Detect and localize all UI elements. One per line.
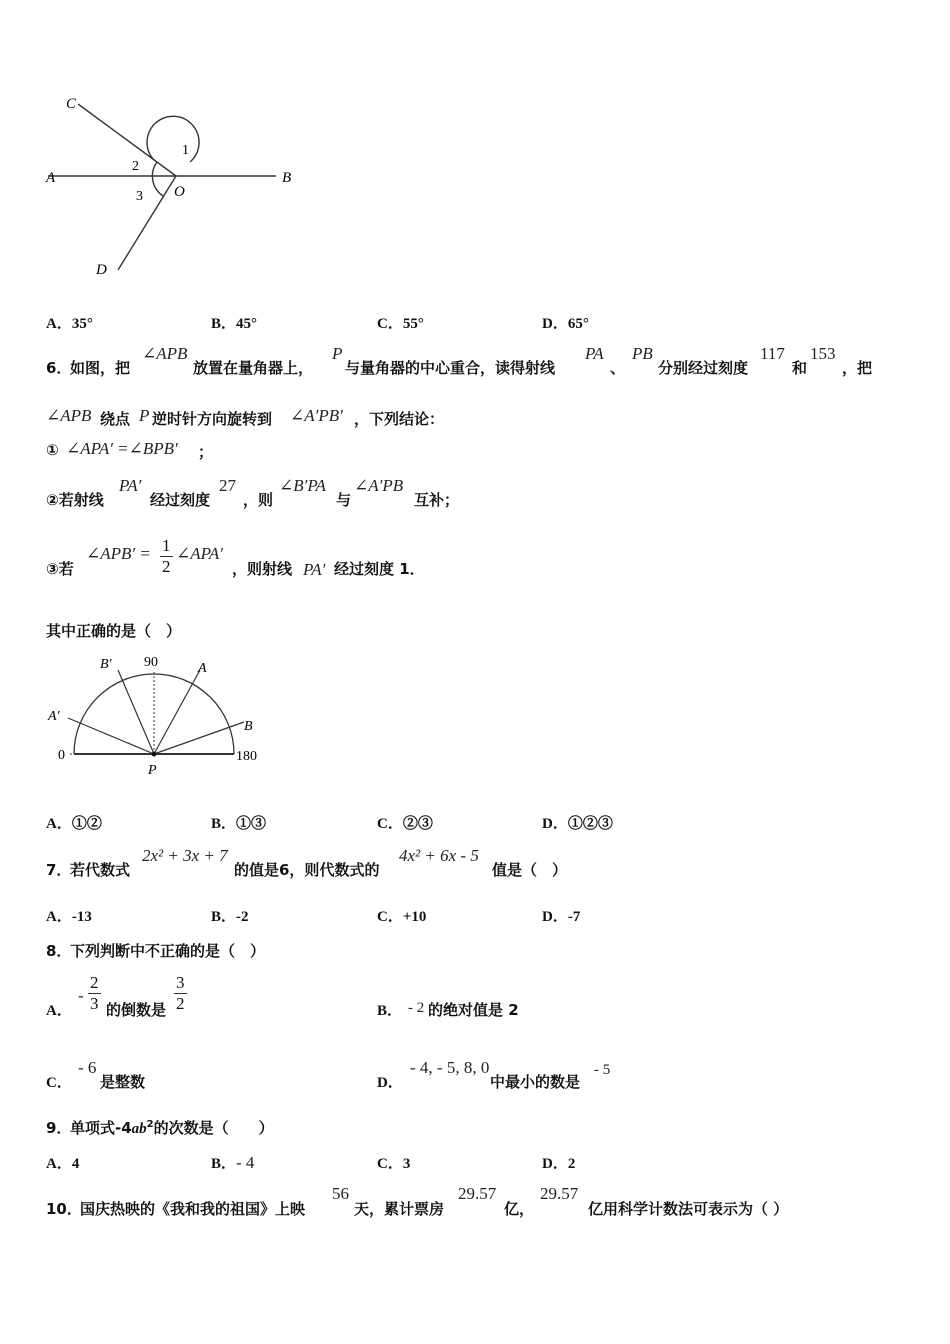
q6-option-c[interactable]: C．②③ (377, 816, 433, 832)
q6-value-117: 117 (760, 344, 785, 363)
q8-option-d-text: 中最小的数是 (490, 1073, 581, 1091)
statement-2-text-3: ，则 (243, 491, 274, 509)
label-b-right: B (244, 719, 253, 734)
q7-text-1: 若代数式 (70, 861, 131, 879)
angle-figure-q5 (40, 90, 310, 290)
q5-option-d[interactable]: D．65° (542, 316, 589, 332)
angle-arc-1 (147, 116, 199, 162)
q8-option-a-letter[interactable]: A． (46, 1003, 72, 1019)
q10-text-4: 亿用科学计数法可表示为（ ） (588, 1200, 789, 1218)
label-1: 1 (182, 143, 189, 158)
statement-3-text-3: 经过刻度 1． (334, 560, 425, 578)
statement-3-fraction-half: $\frac{1}{2}$ (162, 536, 171, 576)
q6-option-d[interactable]: D．①②③ (542, 816, 613, 832)
q6-text-1: 如图，把 (70, 359, 131, 377)
label-0: 0 (58, 748, 65, 763)
q8-number: 8． (46, 942, 72, 960)
q8-stem: 下列判断中不正确的是（ ） (70, 942, 266, 960)
q8-option-d-result: - 5 (594, 1062, 611, 1078)
label-b-prime: B′ (100, 657, 112, 672)
label-3: 3 (136, 189, 143, 204)
center-point-p (152, 752, 157, 757)
q9-option-a[interactable]: A．4 (46, 1156, 80, 1172)
q6-value-153: 153 (810, 344, 836, 363)
q8-option-a-fraction-1: $\frac{2}{3}$ (90, 973, 99, 1013)
q6-option-a[interactable]: A．①② (46, 816, 102, 832)
q6-ray-pa: PA (585, 344, 604, 363)
q7-option-a[interactable]: A．-13 (46, 909, 92, 925)
q6-angle-apb: ∠APB (142, 344, 188, 363)
q6-text-5: ，把 (842, 359, 873, 377)
q8-option-c-letter[interactable]: C． (46, 1075, 72, 1091)
statement-1-expression: ∠APA′ =∠BPB′ (66, 439, 178, 458)
label-2: 2 (132, 159, 139, 174)
q8-option-b-text: 的绝对值是 2 (428, 1001, 519, 1019)
q8-option-c-text: 是整数 (100, 1073, 146, 1091)
q10-value-56: 56 (332, 1184, 349, 1203)
statement-2-angle-apb: ∠A′PB (354, 476, 404, 495)
q8-option-d-values: - 4, - 5, 8, 0 (410, 1058, 490, 1077)
statement-2-value-27: 27 (219, 476, 236, 495)
q6-ray-pb: PB (632, 344, 653, 363)
q8-option-b-letter[interactable]: B． (377, 1003, 403, 1019)
q10-value-2957-a: 29.57 (458, 1184, 497, 1203)
label-o: O (174, 184, 185, 200)
q6-line2-point-p: P (139, 406, 150, 425)
q7-option-b[interactable]: B．-2 (211, 909, 249, 925)
q10-text-1: 国庆热映的《我和我的祖国》上映 (80, 1200, 306, 1218)
q5-option-b[interactable]: B．45° (211, 316, 258, 332)
q7-option-c[interactable]: C．+10 (377, 909, 427, 925)
q6-angle-apb-2: ∠APB (46, 406, 92, 425)
q9-option-c[interactable]: C．3 (377, 1156, 411, 1172)
q6-point-p: P (332, 344, 343, 363)
q5-option-c[interactable]: C．55° (377, 316, 424, 332)
statement-3-rhs: ∠APA′ (176, 544, 223, 563)
q9-option-b[interactable]: B．- 4 (211, 1153, 255, 1172)
q6-question: 其中正确的是（ ） (46, 622, 182, 640)
statement-2-text-4: 与 (336, 491, 352, 509)
q6-separator: 、 (610, 359, 626, 377)
statement-3-text-1: ③若 (46, 560, 74, 578)
q8-option-c-value: - 6 (78, 1058, 97, 1077)
statement-1-mark: ① (46, 441, 59, 459)
protractor-figure (40, 650, 280, 780)
q10-text-3: 亿， (504, 1200, 535, 1218)
statement-2-text-2: 经过刻度 (150, 491, 211, 509)
q6-number: 6． (46, 359, 72, 377)
q6-angle-apb-prime: ∠A′PB′ (290, 406, 343, 425)
ray-pb (154, 722, 244, 754)
label-180: 180 (236, 749, 257, 764)
statement-3-ray-pa-prime: PA′ (303, 560, 326, 579)
q6-option-b[interactable]: B．①③ (211, 816, 267, 832)
label-p: P (148, 763, 157, 778)
label-b: B (282, 170, 292, 186)
label-c: C (66, 96, 77, 112)
statement-2-text-1: ②若射线 (46, 491, 104, 509)
q6-text-2: 放置在量角器上， (193, 359, 314, 377)
q8-option-a-fraction-2: $\frac{3}{2}$ (176, 973, 185, 1013)
q7-expression-2: 4x² + 6x - 5 (399, 846, 479, 865)
q5-option-a[interactable]: A．35° (46, 316, 93, 332)
q7-text-2: 的值是6，则代数式的 (234, 861, 380, 879)
q9-option-d[interactable]: D．2 (542, 1156, 576, 1172)
q7-number: 7． (46, 861, 72, 879)
label-90: 90 (144, 655, 158, 670)
q6-line2-text-2: 逆时针方向旋转到 (152, 410, 273, 428)
label-d: D (96, 262, 107, 278)
q6-line2-text-1: 绕点 (100, 410, 131, 428)
q8-option-b-value: - 2 (408, 1000, 425, 1016)
q6-line2-text-3: ，下列结论： (354, 410, 445, 428)
q7-expression-1: 2x² + 3x + 7 (142, 846, 228, 865)
q9-stem: 单项式$-4ab^2$的次数是（ ） (70, 1119, 274, 1137)
ray-oc (78, 104, 176, 176)
q6-text-and: 和 (792, 359, 808, 377)
label-a-top: A (198, 661, 207, 676)
q7-option-d[interactable]: D．-7 (542, 909, 581, 925)
label-a: A (46, 170, 56, 186)
ray-od (118, 176, 176, 270)
statement-3-text-2: ，则射线 (232, 560, 293, 578)
statement-2-angle-bpa: ∠B′PA (279, 476, 326, 495)
q8-option-a-minus: - (78, 986, 84, 1005)
q8-option-d-letter[interactable]: D． (377, 1075, 403, 1091)
statement-2-text-5: 互补； (414, 491, 460, 509)
ray-pa (154, 670, 200, 754)
q10-text-2: 天，累计票房 (354, 1200, 445, 1218)
q10-value-2957-b: 29.57 (540, 1184, 579, 1203)
q7-text-3: 值是（ ） (492, 861, 568, 879)
statement-3-lhs: ∠APB′ = (86, 544, 151, 563)
q6-text-3: 与量角器的中心重合，读得射线 (345, 359, 556, 377)
q10-number: 10． (46, 1200, 82, 1218)
q8-option-a-text: 的倒数是 (106, 1001, 167, 1019)
q6-text-4: 分别经过刻度 (658, 359, 749, 377)
statement-1-end: ； (198, 443, 214, 461)
q9-number: 9． (46, 1119, 72, 1137)
angle-arc-23 (152, 162, 163, 196)
statement-2-ray-pa-prime: PA′ (119, 476, 142, 495)
label-a-prime: A′ (48, 709, 60, 724)
